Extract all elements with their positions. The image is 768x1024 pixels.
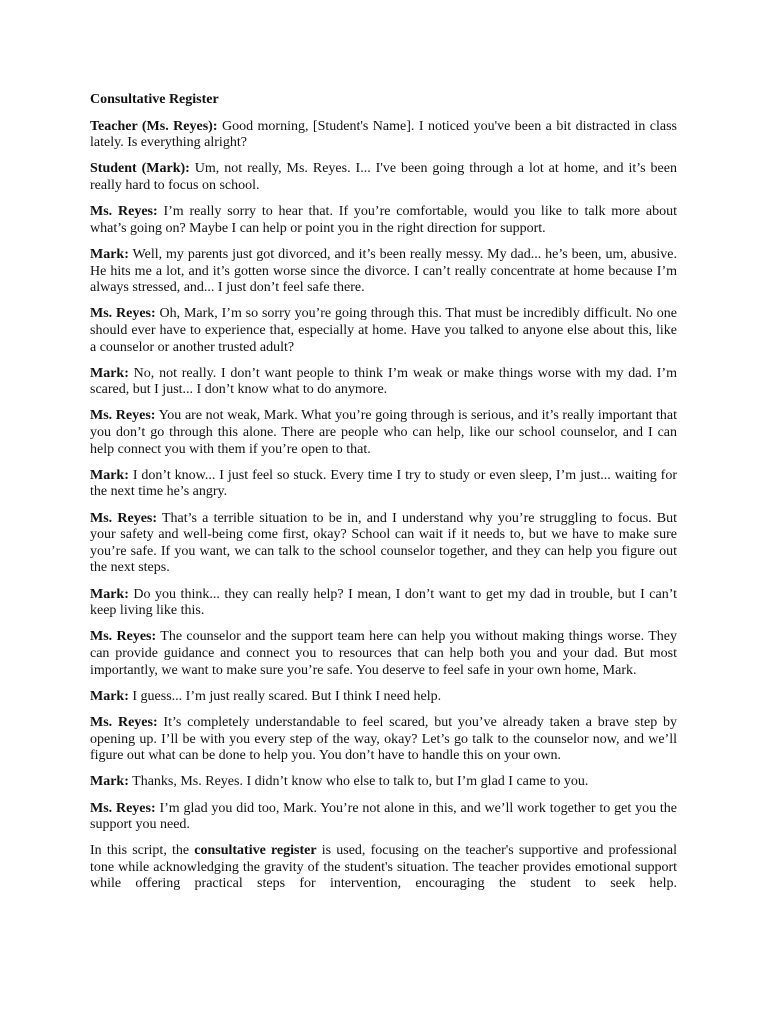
speaker-label: Mark: [90,688,129,704]
speaker-label: Ms. Reyes: [90,306,156,322]
speaker-label: Ms. Reyes: [90,408,156,424]
summary-prefix: In this script, the [90,843,195,859]
dialogue-line [90,119,677,152]
document-page [90,92,677,903]
summary-emphasis: consultative register [194,843,317,859]
speaker-label: Student (Mark): [90,161,190,177]
dialogue-line [90,366,677,399]
speaker-label: Mark: [90,365,129,381]
summary-paragraph [90,843,677,893]
speaker-label: Teacher (Ms. Reyes): [90,118,218,134]
dialogue-text: Do you think... they can really help? I mean, I don’t want to get my dad in trouble, but I can’t keep living like this. [90,586,677,619]
dialogue-text: I guess... I’m just really scared. But I think I need help. [128,688,442,704]
dialogue-text: Oh, Mark, I’m so sorry you’re going through this. That must be incredibly difficult. No one should ever have to experience that, especially at home. Have you talked to anyone else about this, like a counselor or another trusted adult? [90,306,677,355]
speaker-label: Ms. Reyes: [90,800,156,816]
dialogue-text: I’m glad you did too, Mark. You’re not alone in this, and we’ll work together to get you the support you need. [90,800,677,833]
dialogue-line [90,715,677,765]
dialogue-line [90,587,677,620]
dialogue-line [90,629,677,679]
speaker-label: Ms. Reyes: [90,629,157,645]
dialogue-line [90,801,677,834]
dialogue-text: Well, my parents just got divorced, and it’s been really messy. My dad... he’s been, um, abusive. He hits me a lot, and it’s gotten worse since the divorce. I can’t really concentrate at home because I’m always stressed, and... I just don’t feel safe there. [90,246,677,296]
dialogue-text: Um, not really, Ms. Reyes. I... I've been going through a lot at home, and it’s been really hard to focus on school. [90,161,677,193]
dialogue-text: You are not weak, Mark. What you’re going through is serious, and it’s really important that you don’t go through this alone. There are people who can help, like our school counselor, and I can help connect you with them if you’re open to that. [90,408,678,457]
speaker-label: Ms. Reyes: [90,204,158,220]
dialogue-text: It’s completely understandable to feel scared, but you’ve already taken a brave step by opening up. I’ll be with you every step of the way, okay? Let’s go talk to the counselor now, and we’ll figure out what can be done to help you. You don’t have to handle this on your own. [90,714,678,764]
dialogue-line [90,774,677,791]
dialogue-text: I’m really sorry to hear that. If you’re comfortable, would you like to talk more about what’s going on? Maybe I can help or point you in the right direction for support. [90,204,677,236]
dialogue-text: The counselor and the support team here can help you without making things worse. They can provide guidance and connect you to resources that can help both you and your dad. But most importantly, we want to make sure you’re safe. You deserve to feel safe in your own home, Mark. [90,629,677,678]
dialogue-line [90,408,677,458]
dialogue-line [90,689,677,706]
dialogue-text: That’s a terrible situation to be in, and I understand why you’re struggling to focus. But your safety and well-being come first, okay? School can wait if it needs to, but we have to make sure you’re safe. If you want, we can talk to the school counselor together, and they can help you figure out the next steps. [90,510,677,576]
dialogue-text: No, not really. I don’t want people to think I’m weak or make things worse with my dad. I’m scared, but I just... I don’t know what to do anymore. [90,365,677,398]
dialogue-line [90,468,677,501]
dialogue-text: Thanks, Ms. Reyes. I didn’t know who else to talk to, but I’m glad I came to you. [128,774,589,790]
dialogue-line [90,306,677,356]
dialogue-text: Good morning, [Student's Name]. I noticed you've been a bit distracted in class lately. Is everything alright? [90,118,678,151]
dialogue-line [90,511,677,577]
speaker-label: Ms. Reyes: [90,510,158,526]
speaker-label: Mark: [90,467,129,483]
dialogue-line [90,161,677,194]
speaker-label: Mark: [90,246,129,262]
speaker-label: Ms. Reyes: [90,714,158,730]
speaker-label: Mark: [90,774,129,790]
summary-suffix: is used, focusing on the teacher's supportive and professional tone while acknowledging the gravity of the student's situation. The teacher provides emotional support while offering practical steps for intervention, encouraging the student to seek help. [90,843,677,892]
dialogue-line [90,204,677,237]
document-title: Consultative Register [90,92,219,107]
speaker-label: Mark: [90,586,129,602]
dialogue-line [90,247,677,297]
dialogue-text: I don’t know... I just feel so stuck. Every time I try to study or even sleep, I’m just... waiting for the next time he’s angry. [90,467,677,500]
